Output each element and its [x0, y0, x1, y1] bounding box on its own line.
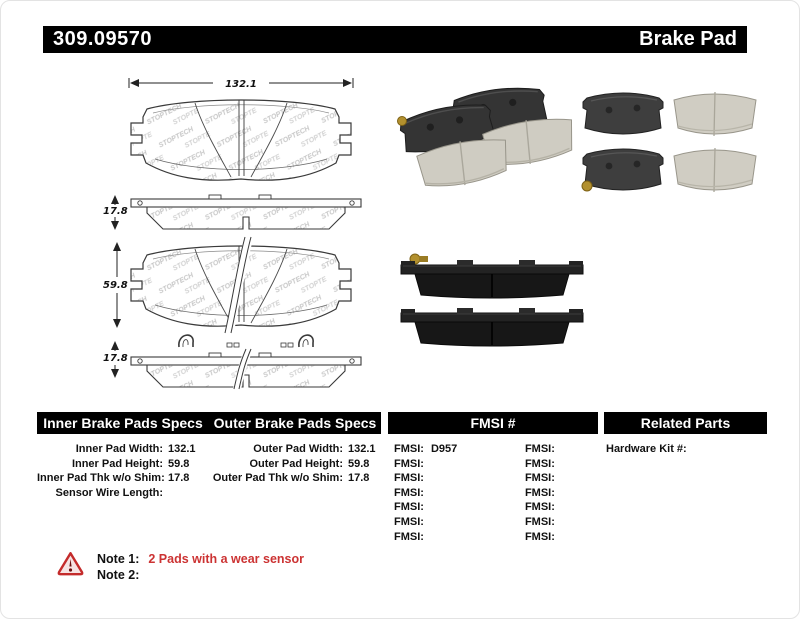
photo-pads-edge: [395, 245, 589, 349]
drawing-side-thickness: [103, 195, 361, 229]
fmsi-value: [431, 471, 467, 486]
spec-row-sensor-wire: [37, 486, 202, 501]
photo-pads-angled: [389, 85, 575, 197]
inner-specs-header: Inner Brake Pads Specs: [43, 415, 203, 431]
spec-value: 59.8: [168, 457, 190, 470]
related-row-hardware-kit: [606, 442, 726, 457]
fmsi-subcolumn-2: [525, 442, 598, 544]
fmsi-row: [394, 486, 467, 501]
fmsi-value: D957: [430, 443, 458, 455]
fmsi-row: [525, 486, 598, 501]
photo-pads-grid: [575, 85, 759, 197]
fmsi-subcolumn-1: [394, 442, 467, 544]
fmsi-value: [431, 515, 467, 530]
specs-table: [37, 412, 767, 560]
related-value: [692, 442, 726, 457]
spec-value: 17.8: [168, 472, 190, 485]
fmsi-value: [431, 457, 467, 472]
fmsi-label: FMSI:: [394, 515, 424, 528]
fmsi-row: [394, 442, 467, 457]
drawing-side-thickness-2: [103, 335, 361, 389]
fmsi-value: [562, 442, 598, 457]
fmsi-label: FMSI:: [394, 501, 424, 514]
wear-sensor-dot: [582, 181, 592, 191]
related-label: Hardware Kit #:: [606, 443, 687, 455]
fmsi-label: FMSI:: [524, 515, 555, 528]
outer-specs-column: [177, 442, 382, 486]
page-title: Brake Pad: [639, 28, 737, 50]
note-1: [97, 551, 304, 567]
note-1-text: 2 Pads with a wear sensor: [148, 552, 304, 566]
fmsi-label: FMSI:: [394, 457, 424, 470]
dim-pad-height: 59.8: [103, 280, 128, 291]
fmsi-label: FMSI:: [524, 472, 555, 485]
note-1-label: Note 1:: [97, 552, 140, 566]
note-2: [97, 567, 304, 583]
fmsi-label: FMSI:: [524, 530, 555, 543]
spec-row-outer-height: [177, 457, 382, 472]
spec-value: 59.8: [348, 457, 370, 470]
spec-label: Outer Pad Thk w/o Shim:: [212, 472, 343, 485]
dim-pad-thickness: 17.8: [103, 206, 128, 217]
spec-value: 17.8: [348, 472, 370, 485]
fmsi-header: FMSI #: [470, 415, 516, 431]
fmsi-label: FMSI:: [394, 486, 424, 499]
fmsi-column: [394, 442, 598, 544]
outer-specs-header: Outer Brake Pads Specs: [213, 415, 377, 431]
spec-label: Inner Pad Thk w/o Shim:: [37, 472, 165, 485]
fmsi-value: [562, 530, 598, 545]
fmsi-row: [394, 515, 467, 530]
fmsi-row: [525, 515, 598, 530]
fmsi-row: [525, 500, 598, 515]
spec-label: Outer Pad Width:: [253, 443, 343, 455]
fmsi-value: [562, 515, 598, 530]
drawing-front-width: [129, 78, 353, 180]
note-lines: [97, 551, 304, 583]
dim-pad-width: 132.1: [225, 79, 257, 90]
fmsi-value: [562, 486, 598, 501]
spec-value: [168, 486, 202, 501]
fmsi-row: [525, 457, 598, 472]
related-parts-column: [606, 442, 726, 457]
spec-value: 132.1: [348, 443, 376, 455]
fmsi-row: [525, 442, 598, 457]
fmsi-row: [394, 457, 467, 472]
fmsi-label: FMSI:: [524, 443, 555, 455]
fmsi-value: [562, 457, 598, 472]
spec-row-outer-width: [177, 442, 382, 457]
fmsi-row: [525, 530, 598, 545]
spec-label: Outer Pad Height:: [249, 457, 343, 470]
spec-row-outer-thk: [177, 471, 382, 486]
fmsi-header-bar: [388, 412, 598, 434]
header-bar: [43, 26, 747, 53]
spec-label: Sensor Wire Length:: [55, 486, 163, 499]
fmsi-label: FMSI:: [524, 486, 555, 499]
fmsi-label: FMSI:: [524, 457, 555, 470]
spec-label: Inner Pad Width:: [75, 443, 163, 455]
fmsi-value: [431, 500, 467, 515]
fmsi-row: [525, 471, 598, 486]
part-number: 309.09570: [53, 28, 153, 50]
fmsi-row: [394, 530, 467, 545]
note-2-label: Note 2:: [97, 568, 140, 582]
fmsi-label: FMSI:: [524, 501, 555, 514]
fmsi-value: [562, 500, 598, 515]
technical-drawings: [101, 71, 381, 391]
fmsi-value: [431, 486, 467, 501]
fmsi-row: [394, 500, 467, 515]
related-parts-header-bar: [604, 412, 767, 434]
spec-label: Inner Pad Height:: [71, 457, 163, 470]
warning-icon: [57, 551, 84, 576]
spec-value: 132.1: [168, 443, 196, 455]
fmsi-label: FMSI:: [394, 530, 424, 543]
dim-pad-thickness-2: 17.8: [103, 353, 128, 364]
related-parts-header: Related Parts: [640, 415, 731, 431]
fmsi-row: [394, 471, 467, 486]
drawing-front-height: [103, 237, 351, 333]
fmsi-value: [431, 530, 467, 545]
fmsi-label: FMSI:: [394, 472, 424, 485]
wear-sensor-dot: [398, 117, 407, 126]
fmsi-value: [562, 471, 598, 486]
fmsi-label: FMSI:: [394, 443, 424, 455]
specs-header-bar: [37, 412, 381, 434]
notes-section: [57, 551, 304, 583]
